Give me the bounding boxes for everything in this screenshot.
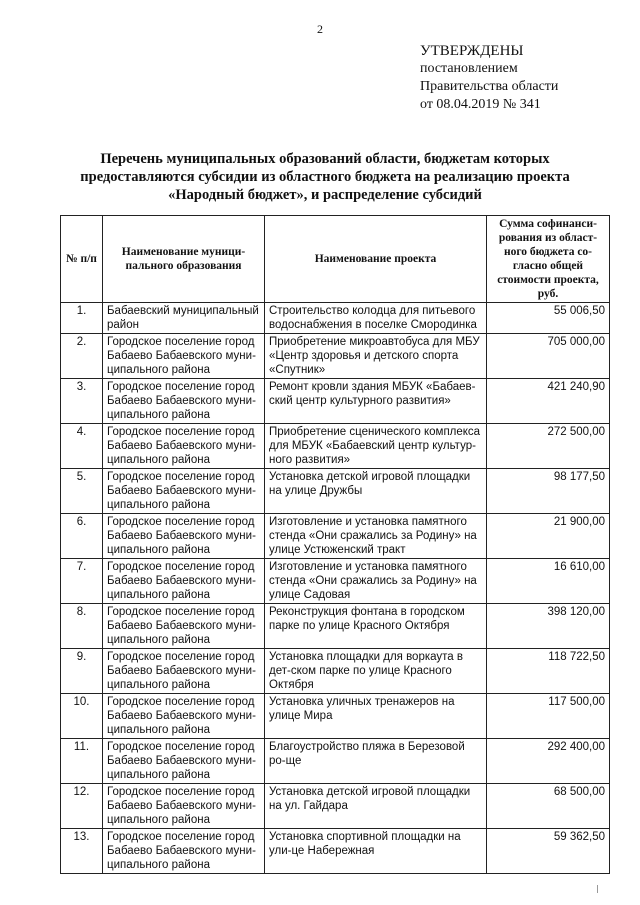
table-row: [61, 379, 610, 424]
row-project: Строительство колодца для питьевого водоснабжения в поселке Смородинка: [265, 303, 487, 334]
row-num: 5.: [61, 469, 103, 514]
approval-stamp: [420, 42, 558, 114]
title-line-2: предоставляются субсидии из областного бюджета на реализацию проекта: [80, 169, 570, 185]
row-sum: 705 000,00: [487, 334, 610, 379]
row-num: 6.: [61, 514, 103, 559]
row-sum: 59 362,50: [487, 829, 610, 874]
row-project: Установка детской игровой площадки на ул. Гайдара: [265, 784, 487, 829]
row-municipality: Городское поселение город Бабаево Бабаевского муни-ципального района: [103, 469, 265, 514]
row-project: Ремонт кровли здания МБУК «Бабаев-ский центр культурного развития»: [265, 379, 487, 424]
row-project: Реконструкция фонтана в городском парке по улице Красного Октября: [265, 604, 487, 649]
row-project: Установка детской игровой площадки на улице Дружбы: [265, 469, 487, 514]
page-number: 2: [317, 22, 323, 36]
row-sum: 21 900,00: [487, 514, 610, 559]
row-municipality: Городское поселение город Бабаево Бабаевского муни-ципального района: [103, 649, 265, 694]
title-line-3: «Народный бюджет», и распределение субсидий: [168, 187, 482, 203]
row-num: 11.: [61, 739, 103, 784]
row-municipality: Городское поселение город Бабаево Бабаевского муни-ципального района: [103, 604, 265, 649]
header-municipality: Наименование муници-пального образования: [103, 216, 265, 303]
row-project: Изготовление и установка памятного стенда «Они сражались за Родину» на улице Садовая: [265, 559, 487, 604]
row-num: 9.: [61, 649, 103, 694]
row-project: Установка уличных тренажеров на улице Мира: [265, 694, 487, 739]
row-sum: 421 240,90: [487, 379, 610, 424]
row-project: Изготовление и установка памятного стенда «Они сражались за Родину» на улице Устюженский тракт: [265, 514, 487, 559]
row-num: 13.: [61, 829, 103, 874]
row-num: 4.: [61, 424, 103, 469]
table-row: [61, 559, 610, 604]
row-num: 1.: [61, 303, 103, 334]
row-municipality: Городское поселение город Бабаево Бабаевского муни-ципального района: [103, 379, 265, 424]
row-project: Установка спортивной площадки на ули-це Набережная: [265, 829, 487, 874]
row-municipality: Бабаевский муниципальный район: [103, 303, 265, 334]
table-header-row: [61, 216, 610, 303]
row-num: 8.: [61, 604, 103, 649]
row-municipality: Городское поселение город Бабаево Бабаевского муни-ципального района: [103, 559, 265, 604]
row-num: 12.: [61, 784, 103, 829]
row-sum: 398 120,00: [487, 604, 610, 649]
table-row: [61, 424, 610, 469]
row-num: 10.: [61, 694, 103, 739]
row-sum: 117 500,00: [487, 694, 610, 739]
row-sum: 272 500,00: [487, 424, 610, 469]
row-municipality: Городское поселение город Бабаево Бабаевского муни-ципального района: [103, 784, 265, 829]
header-num: № п/п: [61, 216, 103, 303]
row-project: Благоустройство пляжа в Березовой ро-ще: [265, 739, 487, 784]
row-municipality: Городское поселение город Бабаево Бабаевского муни-ципального района: [103, 694, 265, 739]
table-row: [61, 649, 610, 694]
row-sum: 292 400,00: [487, 739, 610, 784]
document-title: [70, 150, 580, 204]
header-sum: Сумма софинанси-рования из област-ного бюджета со-гласно общей стоимости проекта, руб.: [487, 216, 610, 303]
approval-line-3: от 08.04.2019 № 341: [420, 97, 541, 112]
table-row: [61, 514, 610, 559]
row-num: 7.: [61, 559, 103, 604]
table-row: [61, 739, 610, 784]
table-row: [61, 469, 610, 514]
approval-line-1: постановлением: [420, 61, 518, 76]
approval-line-2: Правительства области: [420, 79, 559, 94]
scan-mark: [597, 885, 598, 893]
table-row: [61, 784, 610, 829]
row-municipality: Городское поселение город Бабаево Бабаевского муни-ципального района: [103, 334, 265, 379]
row-municipality: Городское поселение город Бабаево Бабаевского муни-ципального района: [103, 739, 265, 784]
header-project: Наименование проекта: [265, 216, 487, 303]
row-sum: 68 500,00: [487, 784, 610, 829]
row-project: Приобретение микроавтобуса для МБУ «Центр здоровья и детского спорта «Спутник»: [265, 334, 487, 379]
approval-heading: УТВЕРЖДЕНЫ: [420, 43, 524, 59]
table-row: [61, 694, 610, 739]
row-municipality: Городское поселение город Бабаево Бабаевского муни-ципального района: [103, 424, 265, 469]
row-municipality: Городское поселение город Бабаево Бабаевского муни-ципального района: [103, 829, 265, 874]
table-row: [61, 334, 610, 379]
title-line-1: Перечень муниципальных образований области, бюджетам которых: [100, 151, 550, 167]
subsidies-table: [60, 215, 610, 874]
row-sum: 55 006,50: [487, 303, 610, 334]
table-row: [61, 604, 610, 649]
row-municipality: Городское поселение город Бабаево Бабаевского муни-ципального района: [103, 514, 265, 559]
row-project: Установка площадки для воркаута в дет-ском парке по улице Красного Октября: [265, 649, 487, 694]
row-sum: 118 722,50: [487, 649, 610, 694]
row-sum: 98 177,50: [487, 469, 610, 514]
table-row: [61, 829, 610, 874]
row-sum: 16 610,00: [487, 559, 610, 604]
row-num: 3.: [61, 379, 103, 424]
row-num: 2.: [61, 334, 103, 379]
row-project: Приобретение сценического комплекса для МБУК «Бабаевский центр культур-ного развития»: [265, 424, 487, 469]
table-row: [61, 303, 610, 334]
